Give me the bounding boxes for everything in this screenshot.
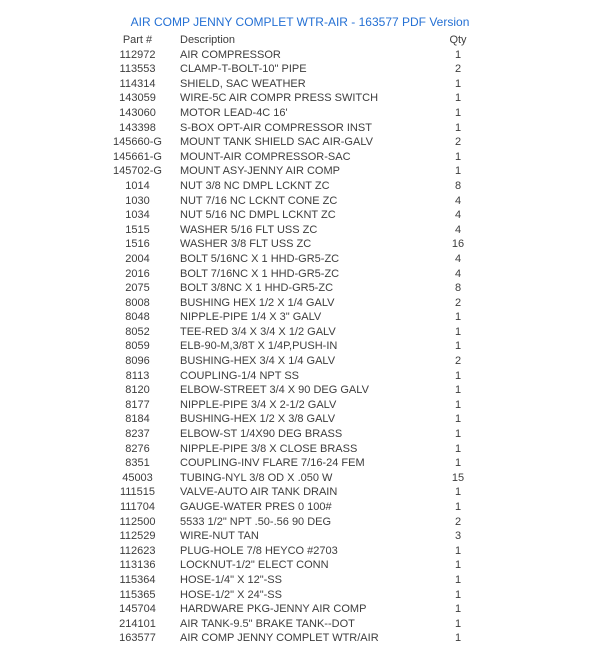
column-header-qty: Qty [449,34,467,46]
description-cell: ELBOW-STREET 3/4 X 90 DEG GALV [180,384,369,397]
qty-cell: 3 [454,530,462,543]
qty-cell: 1 [454,369,462,382]
table-row [95,544,486,559]
table-row [95,427,486,442]
table-row [95,325,486,340]
qty-cell: 1 [454,325,462,338]
qty-cell: 1 [454,617,462,630]
qty-cell: 1 [454,413,462,426]
description-cell: LOCKNUT-1/2" ELECT CONN [180,559,329,572]
part-number-cell: 112529 [119,530,156,543]
qty-cell: 4 [454,194,462,207]
qty-cell: 1 [454,457,462,470]
qty-cell: 1 [454,603,462,616]
qty-cell: 1 [454,340,462,353]
part-number-cell: 145704 [119,603,156,616]
table-row [95,179,486,194]
table-row [95,106,486,121]
description-cell: MOUNT TANK SHIELD SAC AIR-GALV [180,136,373,149]
description-cell: NIPPLE-PIPE 1/4 X 3" GALV [180,311,322,324]
qty-cell: 16 [451,238,465,251]
part-number-cell: 113553 [119,63,156,76]
part-number-cell: 143059 [119,92,156,105]
part-number-cell: 8120 [125,384,150,397]
table-row [95,588,486,603]
part-number-cell: 8276 [125,442,150,455]
table-row [95,456,486,471]
table-row [95,442,486,457]
description-cell: NUT 3/8 NC DMPL LCKNT ZC [180,179,330,192]
description-cell: HARDWARE PKG-JENNY AIR COMP [180,603,367,616]
description-cell: TEE-RED 3/4 X 3/4 X 1/2 GALV [180,325,336,338]
description-cell: 5533 1/2" NPT .50-.56 90 DEG [180,515,332,528]
table-row [95,237,486,252]
table-row [95,354,486,369]
part-number-cell: 8048 [125,311,150,324]
part-number-cell: 145660-G [113,136,162,149]
qty-cell: 15 [451,471,465,484]
description-cell: HOSE-1/4" X 12"-SS [180,573,282,586]
table-row [95,471,486,486]
qty-cell: 1 [454,92,462,105]
description-cell: COUPLING-1/4 NPT SS [180,369,299,382]
qty-cell: 1 [454,311,462,324]
part-number-cell: 145661-G [113,150,162,163]
table-row [95,485,486,500]
description-cell: AIR TANK-9.5" BRAKE TANK--DOT [180,617,355,630]
table-row [95,339,486,354]
table-row [95,135,486,150]
qty-cell: 1 [454,106,462,119]
description-cell: VALVE-AUTO AIR TANK DRAIN [180,486,338,499]
qty-cell: 1 [454,588,462,601]
table-row [95,369,486,384]
qty-cell: 2 [454,136,462,149]
part-number-cell: 145702-G [113,165,162,178]
part-number-cell: 115365 [119,588,156,601]
part-number-cell: 8184 [125,413,150,426]
description-cell: AIR COMPRESSOR [180,48,281,61]
table-row [95,62,486,77]
table-row [95,48,486,63]
table-row [95,602,486,617]
description-cell: WASHER 5/16 FLT USS ZC [180,223,318,236]
description-cell: MOUNT ASY-JENNY AIR COMP [180,165,340,178]
description-cell: ELB-90-M,3/8T X 1/4P,PUSH-IN [180,340,338,353]
description-cell: HOSE-1/2" X 24"-SS [180,588,282,601]
qty-cell: 1 [454,573,462,586]
qty-cell: 2 [454,296,462,309]
part-number-cell: 115364 [119,573,156,586]
qty-cell: 4 [454,267,462,280]
parts-table [95,33,486,646]
part-number-cell: 8113 [125,369,150,382]
part-number-cell: 1515 [125,223,150,236]
part-number-cell: 111515 [119,486,156,499]
table-header-row [95,33,486,48]
qty-cell: 2 [454,515,462,528]
qty-cell: 1 [454,428,462,441]
qty-cell: 1 [454,559,462,572]
table-row [95,194,486,209]
table-row [95,164,486,179]
qty-cell: 1 [454,442,462,455]
column-header-description: Description [180,34,236,46]
description-cell: NUT 5/16 NC DMPL LCKNT ZC [180,209,336,222]
part-number-cell: 2016 [125,267,150,280]
description-cell: WASHER 3/8 FLT USS ZC [180,238,312,251]
part-number-cell: 1034 [125,209,150,222]
qty-cell: 4 [454,252,462,265]
qty-cell: 4 [454,223,462,236]
qty-cell: 1 [454,48,462,61]
part-number-cell: 112623 [119,544,156,557]
table-row [95,150,486,165]
part-number-cell: 112500 [119,515,156,528]
parts-table-body [95,48,486,646]
part-number-cell: 163577 [119,632,156,645]
qty-cell: 1 [454,501,462,513]
part-number-cell: 8052 [125,325,150,338]
part-number-cell: 1014 [125,179,150,192]
part-number-cell: 8096 [125,355,150,368]
table-row [95,77,486,92]
description-cell: BOLT 7/16NC X 1 HHD-GR5-ZC [180,267,340,280]
page-title[interactable]: AIR COMP JENNY COMPLET WTR-AIR - 163577 PDF Version [130,15,470,29]
description-cell: CLAMP-T-BOLT-10" PIPE [180,63,307,76]
table-row [95,412,486,427]
qty-cell: 4 [454,209,462,222]
table-row [95,558,486,573]
table-row [95,515,486,530]
description-cell: GAUGE-WATER PRES 0 100# [180,501,332,513]
description-cell: WIRE-NUT TAN [180,530,259,543]
part-number-cell: 143060 [119,106,156,119]
description-cell: BUSHING-HEX 1/2 X 3/8 GALV [180,413,336,426]
table-row [95,529,486,544]
part-number-cell: 8177 [125,398,150,411]
description-cell: COUPLING-INV FLARE 7/16-24 FEM [180,457,365,470]
table-row [95,398,486,413]
part-number-cell: 8059 [125,340,150,353]
qty-cell: 1 [454,398,462,411]
description-cell: MOUNT-AIR COMPRESSOR-SAC [180,150,351,163]
qty-cell: 1 [454,632,462,645]
description-cell: ELBOW-ST 1/4X90 DEG BRASS [180,428,343,441]
description-cell: NIPPLE-PIPE 3/8 X CLOSE BRASS [180,442,358,455]
part-number-cell: 8008 [125,296,150,309]
table-row [95,121,486,136]
qty-cell: 1 [454,544,462,557]
part-number-cell: 8351 [125,457,150,470]
qty-cell: 8 [454,179,462,192]
description-cell: MOTOR LEAD-4C 16' [180,106,288,119]
description-cell: NUT 7/16 NC LCKNT CONE ZC [180,194,338,207]
part-number-cell: 2075 [125,282,150,295]
qty-cell: 2 [454,63,462,76]
table-row [95,631,486,646]
description-cell: BUSHING-HEX 3/4 X 1/4 GALV [180,355,336,368]
table-row [95,223,486,238]
part-number-cell: 214101 [119,617,156,630]
part-number-cell: 45003 [122,471,153,484]
table-row [95,573,486,588]
qty-cell: 1 [454,486,462,499]
part-number-cell: 143398 [119,121,156,134]
table-row [95,500,486,515]
description-cell: S-BOX OPT-AIR COMPRESSOR INST [180,121,372,134]
part-number-cell: 1516 [125,238,150,251]
qty-cell: 8 [454,282,462,295]
part-number-cell: 1030 [125,194,150,207]
table-row [95,617,486,632]
description-cell: BOLT 5/16NC X 1 HHD-GR5-ZC [180,252,340,265]
qty-cell: 1 [454,384,462,397]
table-row [95,267,486,282]
table-row [95,310,486,325]
qty-cell: 1 [454,77,462,90]
description-cell: SHIELD, SAC WEATHER [180,77,306,90]
part-number-cell: 8237 [125,428,150,441]
qty-cell: 1 [454,121,462,134]
part-number-cell: 114314 [119,77,156,90]
qty-cell: 1 [454,165,462,178]
part-number-cell: 113136 [119,559,156,572]
table-row [95,383,486,398]
table-row [95,252,486,267]
table-row [95,91,486,106]
part-number-cell: 111704 [119,501,156,513]
description-cell: NIPPLE-PIPE 3/4 X 2-1/2 GALV [180,398,337,411]
table-row [95,208,486,223]
description-cell: BOLT 3/8NC X 1 HHD-GR5-ZC [180,282,334,295]
column-header-part-number: Part # [122,34,153,46]
description-cell: WIRE-5C AIR COMPR PRESS SWITCH [180,92,379,105]
description-cell: TUBING-NYL 3/8 OD X .050 W [180,471,333,484]
part-number-cell: 112972 [119,48,156,61]
part-number-cell: 2004 [125,252,150,265]
description-cell: AIR COMP JENNY COMPLET WTR/AIR [180,632,379,645]
description-cell: PLUG-HOLE 7/8 HEYCO #2703 [180,544,338,557]
description-cell: BUSHING HEX 1/2 X 1/4 GALV [180,296,335,309]
qty-cell: 2 [454,355,462,368]
table-row [95,281,486,296]
table-row [95,296,486,311]
qty-cell: 1 [454,150,462,163]
